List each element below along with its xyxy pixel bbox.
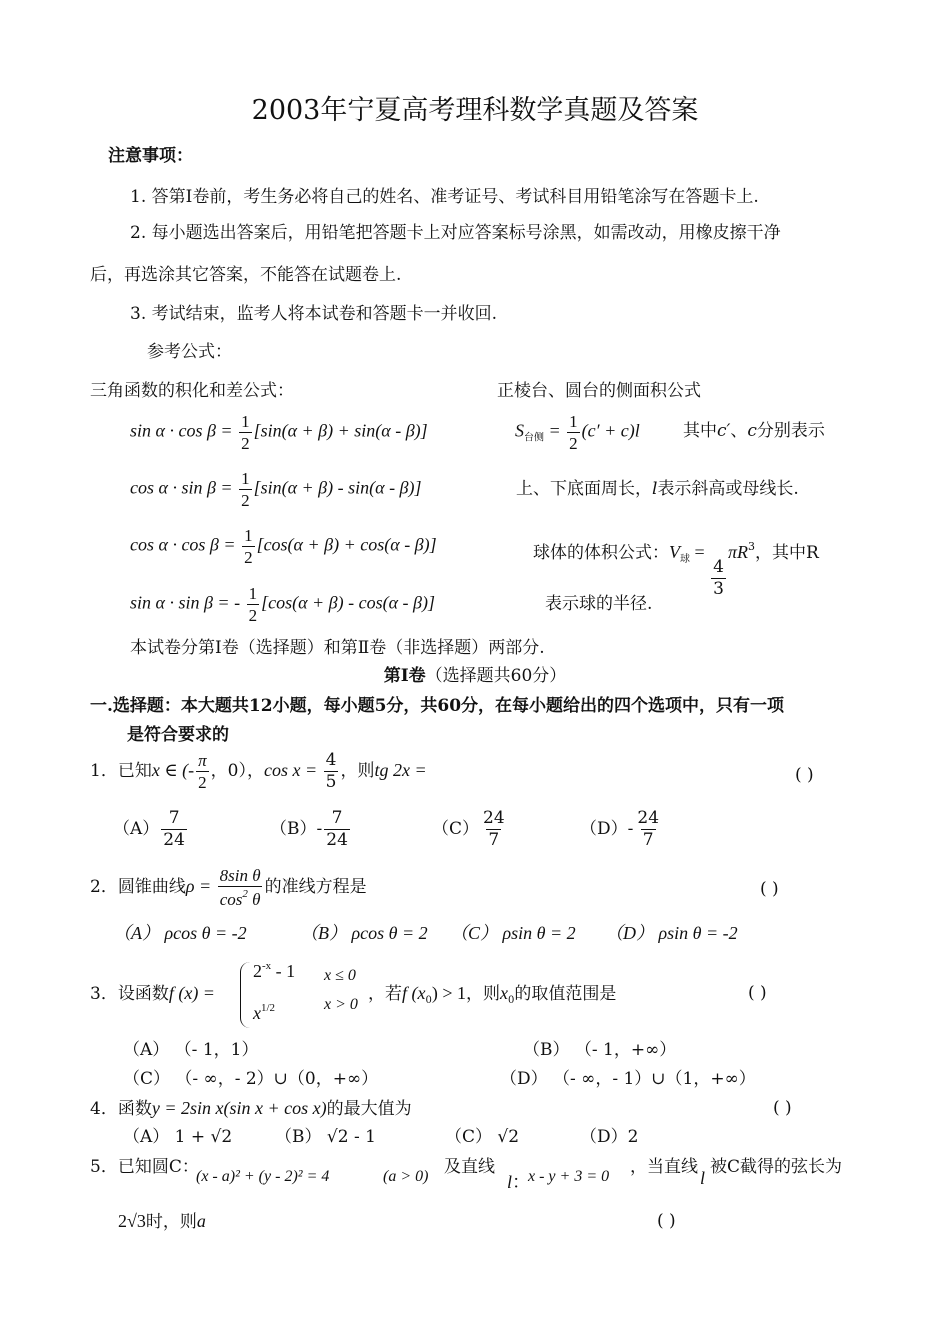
q5-text-b: 及直线 bbox=[444, 1157, 495, 1177]
q2-option-d[interactable]: （D） ρsin θ = -2 bbox=[605, 923, 738, 943]
q4-option-b[interactable]: （B） √2 - 1 bbox=[275, 1127, 376, 1147]
q1-option-b[interactable]: （B）- $\frac{7}{24}$ bbox=[270, 808, 348, 850]
notice-2-cont: 后，再选涂其它答案，不能答在试题卷上. bbox=[90, 265, 402, 285]
q1-option-c[interactable]: （C） $\frac{24}{7}$ bbox=[432, 808, 505, 850]
notice-heading: 注意事项： bbox=[108, 146, 193, 166]
q3-option-c[interactable]: （C） （- ∞，- 2）∪（0，+∞） bbox=[123, 1069, 379, 1089]
trig-formula-1: sin α · cos β = $\frac{1}{2}$ [sin(α + β) + sin(α - β)] bbox=[130, 412, 428, 453]
q3-case-1: $2^{-x} - 1$ bbox=[253, 960, 296, 981]
q5-line-l2: l bbox=[700, 1168, 706, 1188]
q5-line-eq: x - y + 3 = 0 bbox=[528, 1168, 610, 1185]
trig-heading: 三角函数的积化和差公式： bbox=[90, 381, 294, 401]
q2-option-b[interactable]: （B） ρcos θ = 2 bbox=[300, 923, 428, 943]
q4-option-c[interactable]: （C） √2 bbox=[445, 1127, 520, 1147]
q3-cond-2: x > 0 bbox=[324, 996, 358, 1013]
question-1: 1．已知x ∈ (- $\frac{\pi}{2}$ ，0），cos x = $\frac{4}{5}$ ，则tg 2x = bbox=[90, 750, 427, 792]
question-3-stem: 3．设函数f (x) = bbox=[90, 983, 215, 1004]
q3-cond-1: x ≤ 0 bbox=[324, 967, 356, 984]
reference-heading: 参考公式： bbox=[147, 342, 232, 362]
q3-option-b[interactable]: （B） （- 1，+∞） bbox=[523, 1040, 677, 1060]
question-4: 4．函数y = 2sin x(sin x + cos x)的最大值为 bbox=[90, 1098, 412, 1119]
question-3-rest: ，若f $(x_0) > 1$，则$x_0$的取值范围是 bbox=[368, 983, 617, 1006]
q4-answer-blank[interactable]: ( ) bbox=[773, 1098, 792, 1118]
piecewise-brace bbox=[240, 962, 251, 1028]
q2-option-a[interactable]: （A） ρcos θ = -2 bbox=[113, 923, 247, 943]
q5-cond: (a > 0) bbox=[383, 1168, 429, 1185]
q2-answer-blank[interactable]: ( ) bbox=[760, 879, 779, 899]
frustum-note-1: 其中c′、c分别表示 bbox=[683, 421, 825, 441]
q1-option-a[interactable]: （A） $\frac{7}{24}$ bbox=[113, 808, 185, 850]
question-5: 5．已知圆C： bbox=[90, 1157, 199, 1177]
q1-option-d[interactable]: （D）- $\frac{24}{7}$ bbox=[580, 808, 660, 850]
page-title: 2003年宁夏高考理科数学真题及答案 bbox=[251, 95, 699, 126]
frustum-note-2: 上、下底面周长，l表示斜高或母线长. bbox=[516, 479, 799, 499]
trig-formula-3: cos α · cos β = $\frac{1}{2}$ [cos(α + β) + cos(α - β)] bbox=[130, 526, 437, 567]
frustum-heading: 正棱台、圆台的侧面积公式 bbox=[497, 381, 701, 401]
q3-case-2: $x^{1/2}$ bbox=[253, 1002, 276, 1023]
q3-option-a[interactable]: （A） （- 1，1） bbox=[123, 1040, 259, 1060]
exam-parts: 本试卷分第Ⅰ卷（选择题）和第Ⅱ卷（非选择题）两部分. bbox=[130, 638, 545, 658]
frustum-formula: $S_{台侧}$ = $\frac{1}{2}$ (c′ + c)l bbox=[515, 412, 640, 453]
q3-option-d[interactable]: （D） （- ∞，- 1）∪（1，+∞） bbox=[500, 1069, 756, 1089]
trig-formula-4: sin α · sin β = - $\frac{1}{2}$ [cos(α + β) - cos(α - β)] bbox=[130, 584, 436, 625]
notice-2: 2. 每小题选出答案后，用铅笔把答题卡上对应答案标号涂黑，如需改动，用橡皮擦干净 bbox=[130, 223, 781, 243]
section1-line2: 是符合要求的 bbox=[127, 725, 229, 745]
q5-text-d: 被C截得的弦长为 bbox=[710, 1157, 843, 1177]
q1-answer-blank[interactable]: ( ) bbox=[795, 765, 814, 785]
sphere-volume-formula: 球体的体积公式：$V_球$ = $\frac{4}{3}$ $\pi R^3$，其中R bbox=[533, 540, 819, 599]
sphere-note: 表示球的半径. bbox=[545, 594, 653, 614]
q4-option-a[interactable]: （A） 1 + √2 bbox=[123, 1127, 233, 1147]
notice-1: 1. 答第Ⅰ卷前，考生务必将自己的姓名、准考证号、考试科目用铅笔涂写在答题卡上. bbox=[130, 187, 759, 207]
q5-line-l: l： bbox=[507, 1172, 531, 1192]
notice-3: 3. 考试结束，监考人将本试卷和答题卡一并收回. bbox=[130, 304, 498, 324]
q3-answer-blank[interactable]: ( ) bbox=[748, 983, 767, 1003]
trig-formula-2: cos α · sin β = $\frac{1}{2}$ [sin(α + β) - sin(α - β)] bbox=[130, 469, 422, 510]
q2-option-c[interactable]: （C） ρsin θ = 2 bbox=[450, 923, 576, 943]
q5-circle-eq: (x - a)² + (y - 2)² = 4 bbox=[196, 1168, 330, 1185]
q5-text-c: ，当直线 bbox=[630, 1157, 698, 1177]
q5-line-2: 2√3时，则a bbox=[118, 1211, 206, 1232]
question-2: 2．圆锥曲线ρ = $\frac{\text{8sin θ}}{\cos^2 \theta}$ 的准线方程是 bbox=[90, 866, 367, 909]
q5-answer-blank[interactable]: ( ) bbox=[657, 1211, 676, 1231]
part1-title: 第Ⅰ卷（选择题共60分） bbox=[383, 666, 567, 686]
section1-line1: 一.选择题：本大题共12小题，每小题5分，共60分，在每小题给出的四个选项中，只有一项 bbox=[90, 696, 785, 716]
q4-option-d[interactable]: （D）2 bbox=[580, 1127, 639, 1147]
